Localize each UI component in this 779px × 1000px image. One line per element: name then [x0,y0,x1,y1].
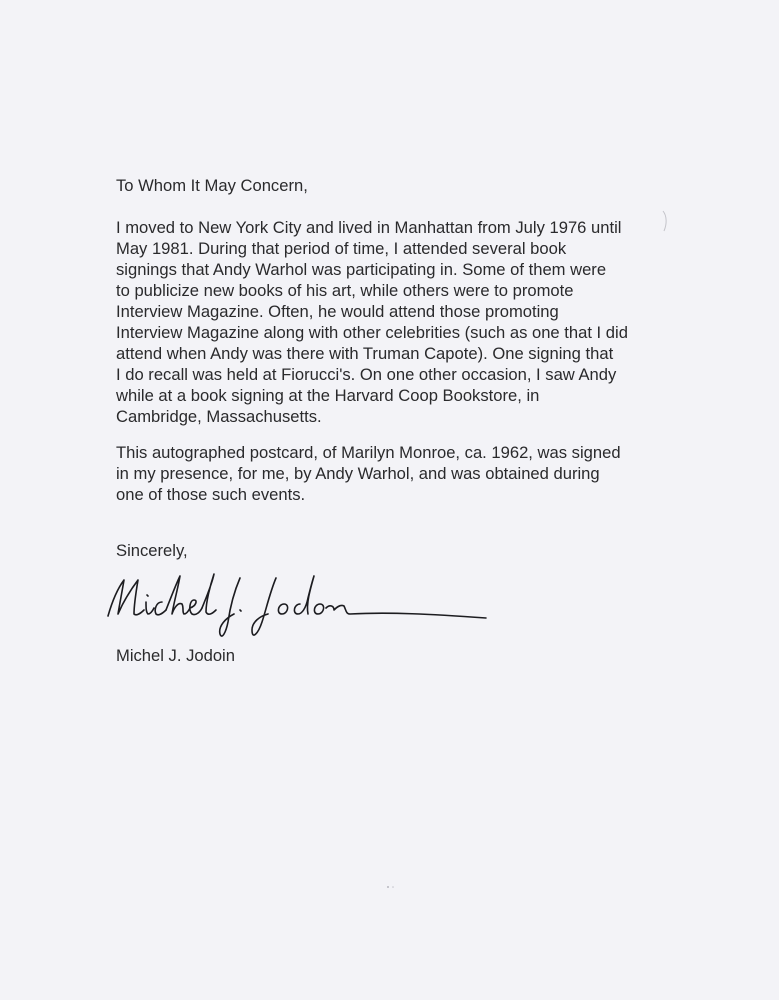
paragraph-1-line: Cambridge, Massachusetts. [116,407,322,426]
salutation: To Whom It May Concern, [116,176,308,195]
printed-name: Michel J. Jodoin [116,646,235,665]
paragraph-1-line: May 1981. During that period of time, I attended several book [116,239,567,258]
paragraph-1-line: signings that Andy Warhol was participating in. Some of them were [116,260,607,279]
paragraph-1-line: Interview Magazine along with other celebrities (such as one that I did [116,323,628,342]
handwritten-signature [100,568,500,648]
paragraph-1-line: I moved to New York City and lived in Manhattan from July 1976 until [116,218,622,237]
closing: Sincerely, [116,541,188,560]
paragraph-2-line: in my presence, for me, by Andy Warhol, and was obtained during [116,464,600,483]
paragraph-1-line: I do recall was held at Fiorucci's. On one other occasion, I saw Andy [116,365,617,384]
paragraph-2 [116,442,621,505]
paragraph-1-line: to publicize new books of his art, while others were to promote [116,281,574,300]
paragraph-2-line: This autographed postcard, of Marilyn Monroe, ca. 1962, was signed [116,443,621,462]
paragraph-1 [116,217,628,427]
paragraph-1-line: Interview Magazine. Often, he would attend those promoting [116,302,559,321]
paragraph-2-line: one of those such events. [116,485,306,504]
paper-speck [385,884,397,890]
paragraph-1-line: attend when Andy was there with Truman Capote). One signing that [116,344,614,363]
paper-mark [661,210,669,232]
paragraph-1-line: while at a book signing at the Harvard Coop Bookstore, in [116,386,540,405]
